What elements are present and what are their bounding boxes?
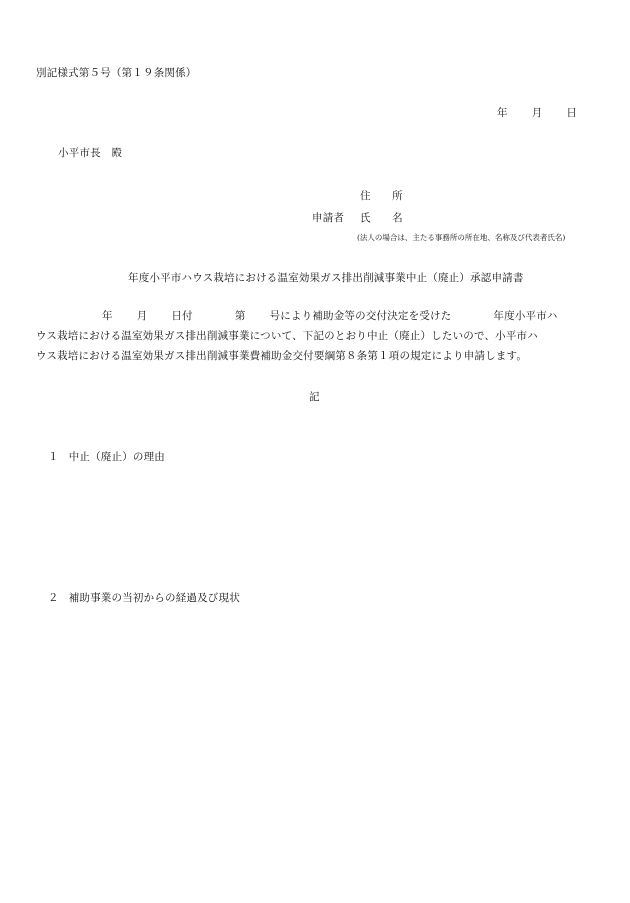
date-month-label: 月	[531, 107, 543, 119]
ki-label: 記	[309, 391, 320, 403]
corporation-note: (法人の場合は、主たる事務所の所在地、名称及び代表者氏名)	[357, 233, 566, 242]
section-1-label: 中止（廃止）の理由	[68, 451, 166, 463]
form-number: 別記様式第５号（第１９条関係）	[36, 67, 197, 79]
body-fiscal-year-text: 年度小平市ハ	[493, 310, 558, 322]
section-2-number: ２	[48, 592, 59, 604]
date-day-label: 日	[566, 107, 578, 119]
date-year-label: 年	[497, 107, 508, 119]
blank-year-label: 年	[102, 310, 113, 322]
section-1-heading	[48, 450, 165, 464]
body-decision-text: 号により補助金等の交付決定を受けた	[269, 310, 452, 322]
blank-date-label: 日付	[171, 310, 193, 322]
body-line-2: ウス栽培における温室効果ガス排出削減事業について、下記のとおり中止（廃止）したいので、小平市ハ	[36, 330, 538, 342]
section-2-label: 補助事業の当初からの経過及び現状	[68, 592, 240, 604]
blank-number-label: 第	[234, 310, 246, 322]
section-2-heading	[48, 591, 240, 605]
body-line-3: ウス栽培における温室効果ガス排出削減事業費補助金交付要綱第８条第１項の規定により申請します。	[36, 350, 528, 362]
section-1-number: １	[48, 451, 59, 463]
addressee: 小平市長 殿	[58, 147, 123, 159]
blank-month-label: 月	[136, 310, 148, 322]
body-line-1	[36, 306, 596, 326]
document-title: 年度小平市ハウス栽培における温室効果ガス排出削減事業中止（廃止）承認申請書	[128, 272, 524, 284]
applicant-label: 申請者	[312, 212, 345, 224]
address-label: 住 所	[360, 190, 403, 202]
name-label: 氏 名	[360, 212, 403, 224]
body-paragraph	[36, 306, 596, 366]
date-line	[497, 106, 577, 120]
